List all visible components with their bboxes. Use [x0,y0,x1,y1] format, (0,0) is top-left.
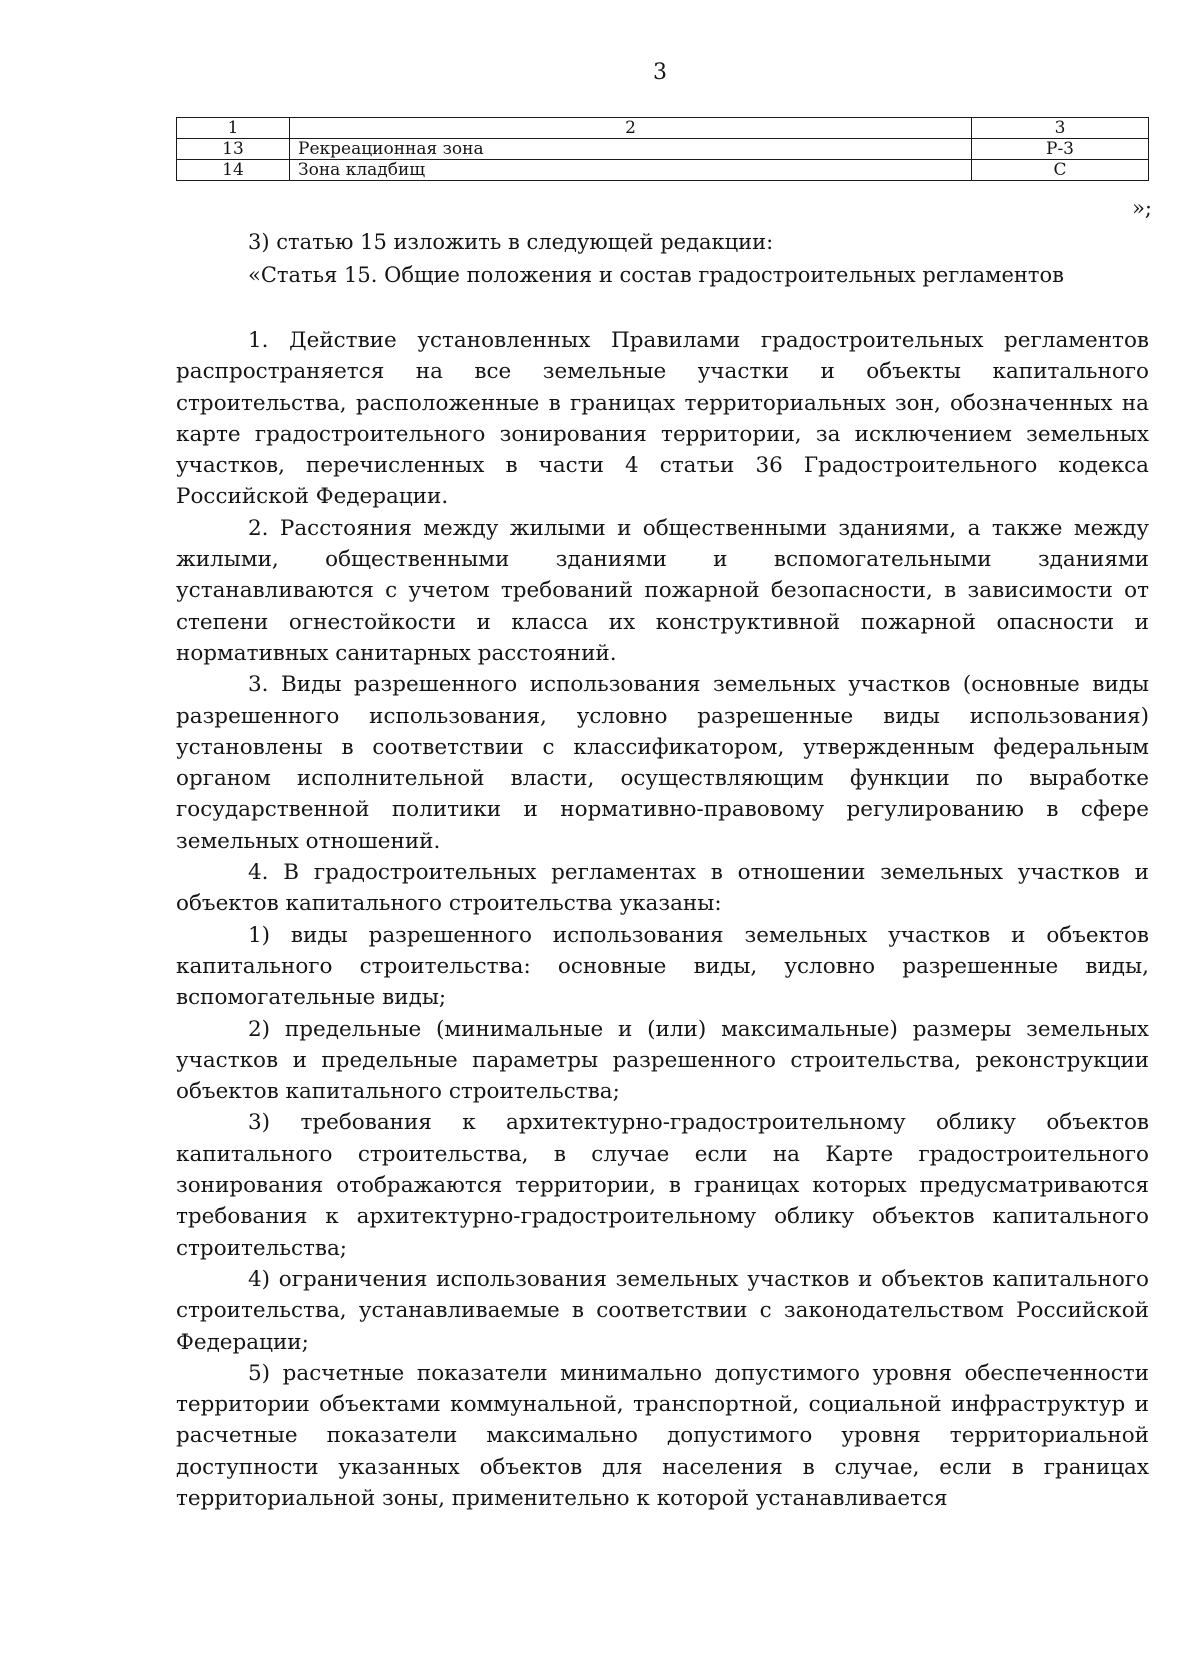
row-number-cell: 14 [177,160,290,181]
closing-quote: »; [1132,196,1152,220]
article-body [176,325,1149,1514]
list-item: 5) расчетные показатели минимально допустимого уровня обеспеченности территории объектами коммунальной, транспортной, социальной инфраструктур и расчетные показатели максимально допустимого уровня территориальной доступности указанных объектов для населения в случае, если в границах территориальной зоны, применительно к которой устанавливается [176,1360,1149,1511]
list-item: 2) предельные (минимальные и (или) максимальные) размеры земельных участков и предельные параметры разрешенного строительства, реконструкции объектов капитального строительства; [176,1016,1149,1105]
list-item: 4) ограничения использования земельных участков и объектов капитального строительства, устанавливаемые в соответствии с законодательством Российской Федерации; [176,1266,1149,1355]
zone-code-cell: Р-3 [972,139,1149,160]
paragraph: 4. В градостроительных регламентах в отношении земельных участков и объектов капитального строительства указаны: [176,860,1149,917]
zone-code-cell: С [972,160,1149,181]
list-item: 1) виды разрешенного использования земельных участков и объектов капитального строительства: основные виды, условно разрешенные виды, вспомогательные виды; [176,922,1149,1011]
table-header-row [177,118,1149,139]
paragraph: 3. Виды разрешенного использования земельных участков (основные виды разрешенного использования, условно разрешенные виды использования) установлены в соответствии с классификатором, утвержденным федеральным органом исполнительной власти, осуществляющим функции по выработке государственной политики и нормативно-правовому регулированию в сфере земельных отношений. [176,672,1149,854]
table-header-cell-1: 1 [177,118,290,139]
article-title: «Статья 15. Общие положения и состав градостроительных регламентов [248,263,1064,287]
table-header-cell-2: 2 [290,118,972,139]
paragraph: 2. Расстояния между жилыми и общественными зданиями, а также между жилыми, общественными зданиями и вспомогательными зданиями устанавливаются с учетом требований пожарной безопасности, в зависимости от степени огнестойкости и класса их конструктивной пожарной опасности и нормативных санитарных расстояний. [176,515,1149,666]
list-item: 3) требования к архитектурно-градостроительному облику объектов капитального строительства, в случае если на Карте градостроительного зонирования отображаются территории, в границах которых предусматриваются требования к архитектурно-градостроительному облику объектов капитального строительства; [176,1110,1149,1261]
amendment-line: 3) статью 15 изложить в следующей редакции: [248,230,774,254]
zone-name-cell: Зона кладбищ [290,160,972,181]
row-number-cell: 13 [177,139,290,160]
table-header-cell-3: 3 [972,118,1149,139]
zones-table [176,117,1149,181]
table-row [177,139,1149,160]
table-row [177,160,1149,181]
paragraph: 1. Действие установленных Правилами градостроительных регламентов распространяется на все земельные участки и объекты капитального строительства, расположенные в границах территориальных зон, обозначенных на карте градостроительного зонирования территории, за исключением земельных участков, перечисленных в части 4 статьи 36 Градостроительного кодекса Российской Федерации. [176,328,1149,510]
zone-name-cell: Рекреационная зона [290,139,972,160]
page-number: 3 [653,60,667,85]
